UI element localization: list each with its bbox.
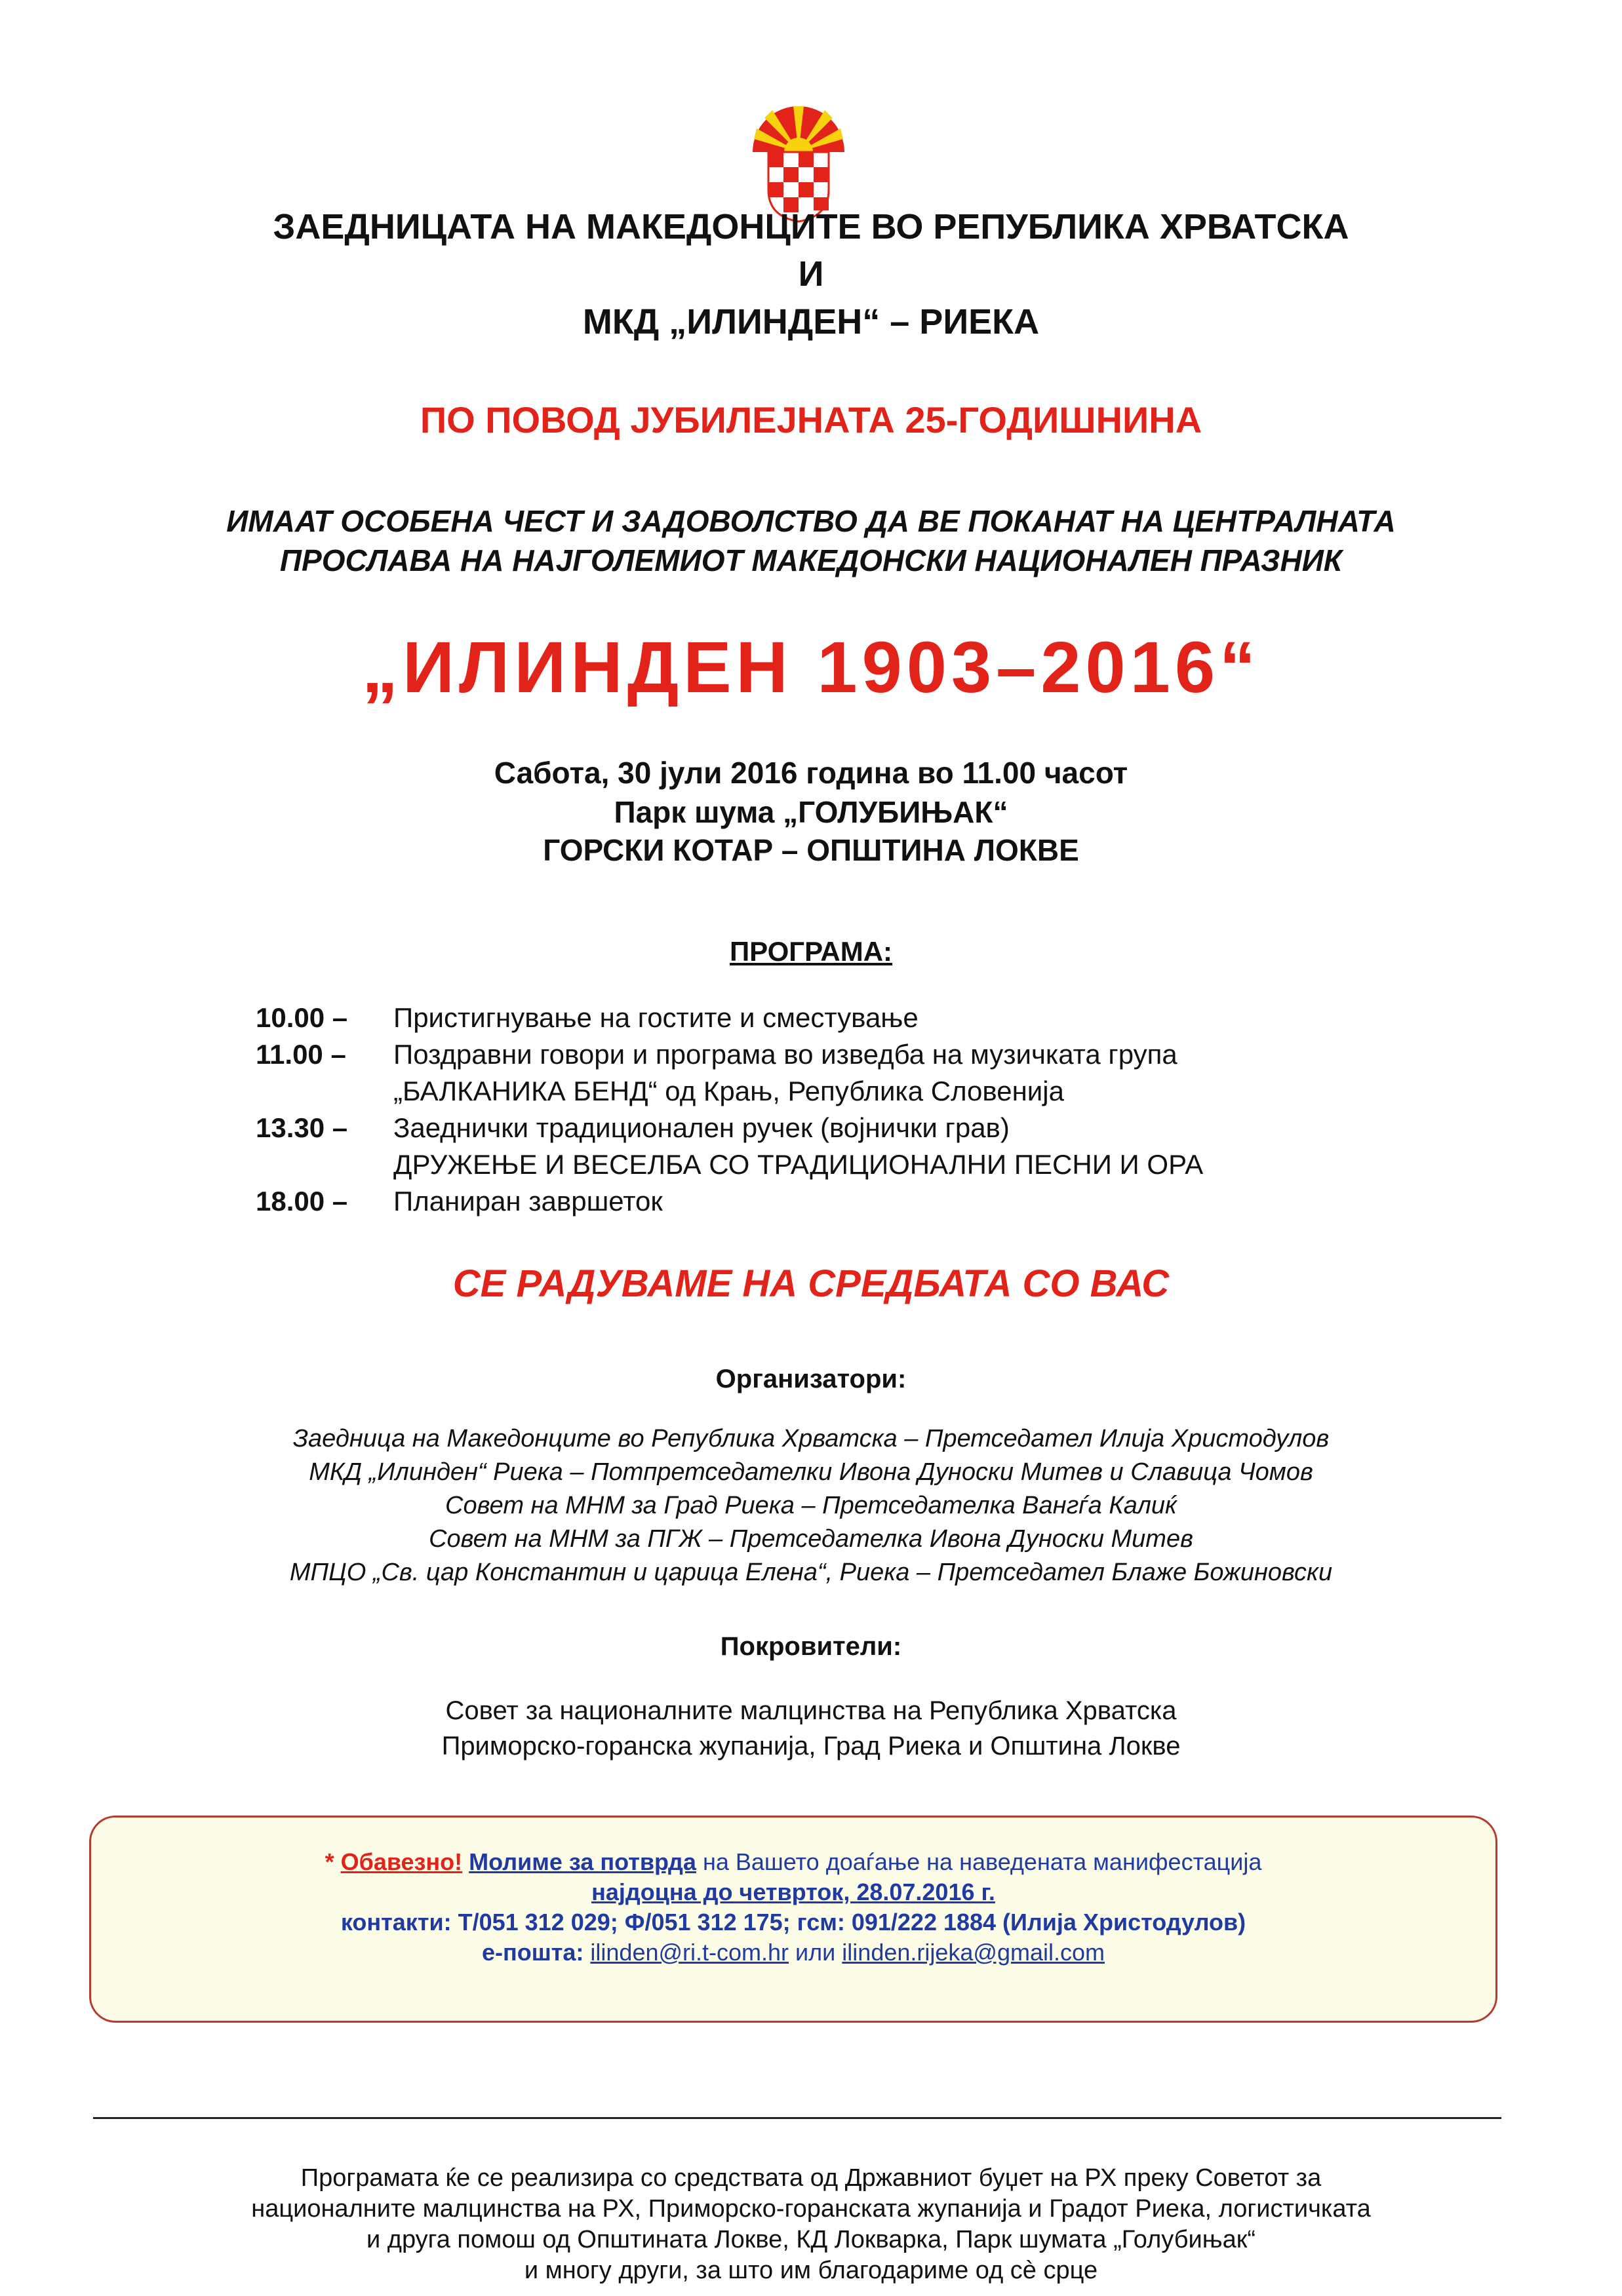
footer-line: и друга помош од Општината Локве, КД Локварка, Парк шумата „Голубињак“ xyxy=(366,2226,1256,2253)
occasion-heading: ПО ПОВОД ЈУБИЛЕЈНАТА 25-ГОДИШНИНА xyxy=(420,399,1202,440)
footer-line: Програмата ќе се реализира со средствата од Државниот буџет на РХ преку Советот за xyxy=(300,2164,1322,2192)
email-link-1[interactable]: ilinden@ri.t-com.hr xyxy=(590,1939,789,1966)
sponsors-heading: Покровители: xyxy=(720,1632,902,1661)
program-item xyxy=(256,1073,1203,1110)
notice-email-or: или xyxy=(795,1939,836,1966)
divider xyxy=(93,2117,1501,2119)
program-time xyxy=(256,1073,393,1110)
program-text: Заеднички традиционален ручек (војнички грав) xyxy=(393,1112,1010,1143)
notice-request: Молиме за потврда xyxy=(469,1848,696,1875)
sponsor-item: Приморско-горанска жупанија, Град Риека и Општина Локве xyxy=(441,1732,1181,1761)
program-list xyxy=(256,1000,1203,1220)
notice-star: * xyxy=(325,1848,334,1875)
organizer-item: Заедница на Македонците во Република Хрватска – Претседател Илија Христодулов xyxy=(292,1425,1330,1452)
greeting: СЕ РАДУВАМЕ НА СРЕДБАТА СО ВАС xyxy=(452,1262,1170,1305)
header-line-3: МКД „ИЛИНДЕН“ – РИЕКА xyxy=(582,302,1040,341)
program-item xyxy=(256,1146,1203,1183)
event-park: Парк шума „ГОЛУБИЊАК“ xyxy=(614,795,1008,829)
organizer-item: Совет на МНМ за ПГЖ – Претседателка Ивона Дуноски Митев xyxy=(429,1525,1193,1553)
notice-request-rest: на Вашето доаѓање на наведената манифестација xyxy=(702,1848,1262,1875)
program-item xyxy=(256,1183,1203,1220)
program-text: Поздравни говори и програма во изведба на музичката група xyxy=(393,1039,1177,1070)
program-text: „БАЛКАНИКА БЕНД“ од Крањ, Република Словенија xyxy=(393,1076,1064,1106)
notice-mandatory: Обавезно! xyxy=(340,1848,463,1875)
notice-contacts: контакти: Т/051 312 029; Ф/051 312 175; гсм: 091/222 1884 (Илија Христодулов) xyxy=(340,1909,1246,1936)
invitation-line-1: ИМААТ ОСОБЕНА ЧЕСТ И ЗАДОВОЛСТВО ДА ВЕ ПОКАНАТ НА ЦЕНТРАЛНАТА xyxy=(226,504,1396,538)
program-item xyxy=(256,1110,1203,1146)
event-region: ГОРСКИ КОТАР – ОПШТИНА ЛОКВЕ xyxy=(543,833,1079,867)
sponsor-item: Совет за националните малцинства на Република Хрватска xyxy=(445,1696,1177,1725)
program-time xyxy=(256,1146,393,1183)
event-date: Сабота, 30 јули 2016 година во 11.00 часот xyxy=(494,756,1128,790)
program-text: Пристигнување на гостите и сместување xyxy=(393,1002,919,1033)
header-line-1: ЗАЕДНИЦАТА НА МАКЕДОНЦИТЕ ВО РЕПУБЛИКА ХРВАТСКА xyxy=(273,207,1349,246)
program-heading: ПРОГРАМА: xyxy=(729,936,893,967)
header-line-2: И xyxy=(798,254,824,294)
notice-deadline: најдоцна до четврток, 28.07.2016 г. xyxy=(591,1878,995,1905)
footer-line: националните малцинства на РХ, Приморско-горанската жупанија и Градот Риека, логистичката xyxy=(251,2195,1371,2223)
program-time: 11.00 – xyxy=(256,1039,346,1070)
notice-email-label: е-пошта: xyxy=(482,1939,584,1966)
footer-line: и многу други, за што им благодариме од сè срце xyxy=(524,2257,1098,2284)
program-item xyxy=(256,1000,1203,1036)
rsvp-notice-box xyxy=(89,1816,1497,2023)
program-time: 18.00 – xyxy=(256,1186,348,1216)
program-time: 10.00 – xyxy=(256,1002,348,1033)
program-text: Планиран завршеток xyxy=(393,1186,663,1216)
organizer-item: Совет на МНМ за Град Риека – Претседателка Вангѓа Калиќ xyxy=(445,1492,1177,1519)
program-item xyxy=(256,1036,1203,1073)
organizers-heading: Организатори: xyxy=(715,1365,907,1393)
program-time: 13.30 – xyxy=(256,1112,348,1143)
email-link-2[interactable]: ilinden.rijeka@gmail.com xyxy=(842,1939,1105,1966)
event-title: „ИЛИНДЕН 1903–2016“ xyxy=(361,627,1261,708)
program-text: ДРУЖЕЊЕ И ВЕСЕЛБА СО ТРАДИЦИОНАЛНИ ПЕСНИ И ОРА xyxy=(393,1149,1204,1180)
invitation-line-2: ПРОСЛАВА НА НАЈГОЛЕМИОТ МАКЕДОНСКИ НАЦИОНАЛЕН ПРАЗНИК xyxy=(279,543,1343,577)
organizer-item: МПЦО „Св. цар Константин и царица Елена“, Риека – Претседател Блаже Божиновски xyxy=(289,1559,1333,1586)
organizer-item: МКД „Илинден“ Риека – Потпретседателки Ивона Дуноски Митев и Славица Чомов xyxy=(309,1458,1313,1486)
